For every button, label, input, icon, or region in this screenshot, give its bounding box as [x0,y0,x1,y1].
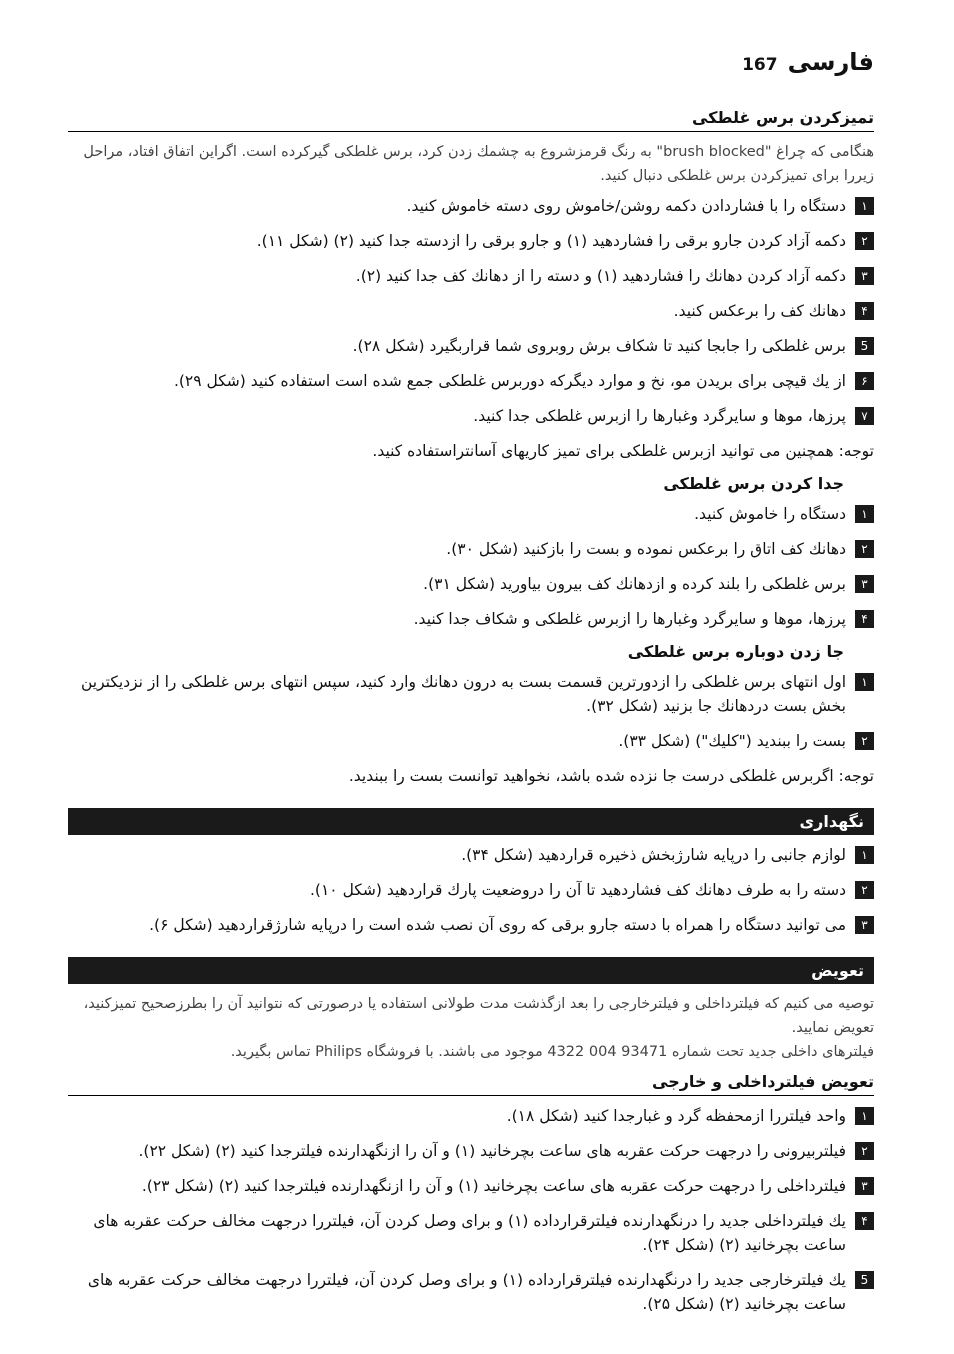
step-text: پرزها، موها و سایرگرد وغبارها را ازبرس غلطکی جدا کنید. [473,407,846,425]
clean-brush-steps [68,194,874,428]
step-item [68,843,874,867]
step-number-badge: ۳ [855,267,874,285]
step-number-badge: ۱ [855,846,874,864]
step-item [68,537,874,561]
step-text: دکمه آزاد کردن جارو برقی را فشاردهید (۱) و جارو برقی را ازدسته جدا کنید (۲) (شکل ۱۱). [256,232,846,250]
step-number-badge: ۲ [855,1142,874,1160]
step-number-badge: 5 [855,1271,874,1289]
reinsert-brush-steps [68,670,874,753]
step-number-badge: ۳ [855,1177,874,1195]
step-number-badge: ۷ [855,407,874,425]
step-item [68,1268,874,1316]
step-text: بست را ببندید ("کلیك") (شکل ۳۳). [618,732,846,750]
step-text: لوازم جانبی را درپایه شارژبخش ذخیره قراردهید (شکل ۳۴). [461,846,846,864]
step-number-badge: ۲ [855,232,874,250]
step-number-badge: ۱ [855,673,874,691]
replacement-part-info: فیلترهای داخلی جدید تحت شماره 93471 004 4322 موجود می باشند. با فروشگاه Philips تماس بگیرید. [230,1044,874,1060]
step-item [68,913,874,937]
step-text: دسته را به طرف دهانك کف فشاردهید تا آن را دروضعیت پارك قراردهید (شکل ۱۰). [310,881,846,899]
step-number-badge: ۲ [855,540,874,558]
step-item [68,1104,874,1128]
step-item [68,572,874,596]
section-title-clean-brush: تمیزکردن برس غلطکی [68,108,874,132]
step-item [68,229,874,253]
step-item [68,194,874,218]
replace-filters-steps [68,1104,874,1316]
step-number-badge: ۶ [855,372,874,390]
step-item [68,670,874,718]
step-text: برس غلطکی را بلند کرده و ازدهانك کف بیرون بیاورید (شکل ۳۱). [423,575,846,593]
step-item [68,502,874,526]
step-text: برس غلطکی را جابجا کنید تا شکاف برش روبروی شما قراربگیرد (شکل ۲۸). [352,337,846,355]
page-number: 167 [742,55,778,75]
section-title-remove-brush: جدا کردن برس غلطکی [663,474,844,493]
page-header [742,48,874,76]
step-text: دهانك کف را برعکس کنید. [673,302,846,320]
step-text: می توانید دستگاه را همراه با دسته جارو برقی که روی آن نصب شده است را درپایه شارژقراردهید (شکل ۶). [149,916,846,934]
step-item [68,607,874,631]
step-number-badge: ۱ [855,505,874,523]
replacement-intro: توصیه می کنیم که فیلترداخلی و فیلترخارجی را بعد ازگذشت مدت طولانی استفاده یا درصورتی که نتوانید آن را بطرزصحیح تمیزکنید، تعویض نمایید. [83,996,874,1036]
step-item [68,1209,874,1257]
step-item [68,878,874,902]
step-text: دستگاه را با فشاردادن دکمه روشن/خاموش روی دسته خاموش کنید. [406,197,846,215]
step-text: دستگاه را خاموش کنید. [694,505,846,523]
step-text: دکمه آزاد کردن دهانك را فشاردهید (۱) و دسته را از دهانك کف جدا کنید (۲). [355,267,846,285]
step-item [68,404,874,428]
step-item [68,1139,874,1163]
step-text: دهانك کف اتاق را برعکس نموده و بست را بازکنید (شکل ۳۰). [446,540,846,558]
step-item [68,1174,874,1198]
clean-brush-intro: هنگامی که چراغ "brush blocked" به رنگ قرمزشروع به چشمك زدن کرد، برس غلطکی گیرکرده است. اگراین اتفاق افتاد، مراحل زیررا برای تمیزکردن برس غلطکی دنبال کنید. [83,144,874,184]
step-number-badge: ۱ [855,1107,874,1125]
step-number-badge: ۲ [855,732,874,750]
step-text: از یك قیچی برای بریدن مو، نخ و موارد دیگرکه دوربرس غلطکی جمع شده است استفاده کنید (شکل ۲۹). [173,372,846,390]
section-title-storage: نگهداری [68,808,874,835]
step-number-badge: ۴ [855,302,874,320]
step-number-badge: 5 [855,337,874,355]
step-item [68,729,874,753]
step-text: واحد فیلتررا ازمحفظه گرد و غبارجدا کنید (شکل ۱۸). [506,1107,846,1125]
step-number-badge: ۲ [855,881,874,899]
step-item [68,264,874,288]
step-text: فیلترداخلی را درجهت حرکت عقربه های ساعت بچرخانید (۱) و آن را ازنگهدارنده فیلترجدا کنید (۲) (شکل ۲۳). [141,1177,846,1195]
step-number-badge: ۳ [855,916,874,934]
remove-brush-steps [68,502,874,631]
storage-steps [68,843,874,937]
reinsert-brush-note: توجه: اگربرس غلطکی درست جا نزده شده باشد، نخواهید توانست بست را ببندید. [348,767,874,785]
step-number-badge: ۴ [855,610,874,628]
step-text: پرزها، موها و سایرگرد وغبارها را ازبرس غلطکی و شکاف جدا کنید. [413,610,846,628]
step-number-badge: ۳ [855,575,874,593]
step-item [68,369,874,393]
step-number-badge: ۴ [855,1212,874,1230]
step-text: اول انتهای برس غلطکی را ازدورترین قسمت بست به درون دهانك وارد کنید، سپس انتهای برس غلطکی را از نزدیکترین بخش بست دردهانك جا بزنید (شکل ۳۲). [80,673,846,715]
step-item [68,299,874,323]
step-item [68,334,874,358]
step-text: یك فیلترخارجی جدید را درنگهدارنده فیلترقرارداده (۱) و برای وصل کردن آن، فیلتررا درجهت مخالف حرکت عقربه های ساعت بچرخانید (۲) (شکل ۲۵). [87,1271,846,1313]
step-number-badge: ۱ [855,197,874,215]
step-text: فیلتربیرونی را درجهت حرکت عقربه های ساعت بچرخانید (۱) و آن را ازنگهدارنده فیلترجدا کنید (۲) (شکل ۲۲). [138,1142,846,1160]
section-title-replace-filters: تعویض فیلترداخلی و خارجی [68,1072,874,1096]
language-title: فارسی [787,48,874,76]
clean-brush-note: توجه: همچنین می توانید ازبرس غلطکی برای تمیز کاریهای آسانتراستفاده کنید. [372,442,874,460]
step-text: یك فیلترداخلی جدید را درنگهدارنده فیلترقرارداده (۱) و برای وصل کردن آن، فیلتررا درجهت مخالف حرکت عقربه های ساعت بچرخانید (۲) (شکل ۲۴). [93,1212,846,1254]
section-title-reinsert-brush: جا زدن دوباره برس غلطکی [627,642,844,661]
section-title-replacement: تعویض [68,957,874,984]
page-content [68,108,874,1316]
